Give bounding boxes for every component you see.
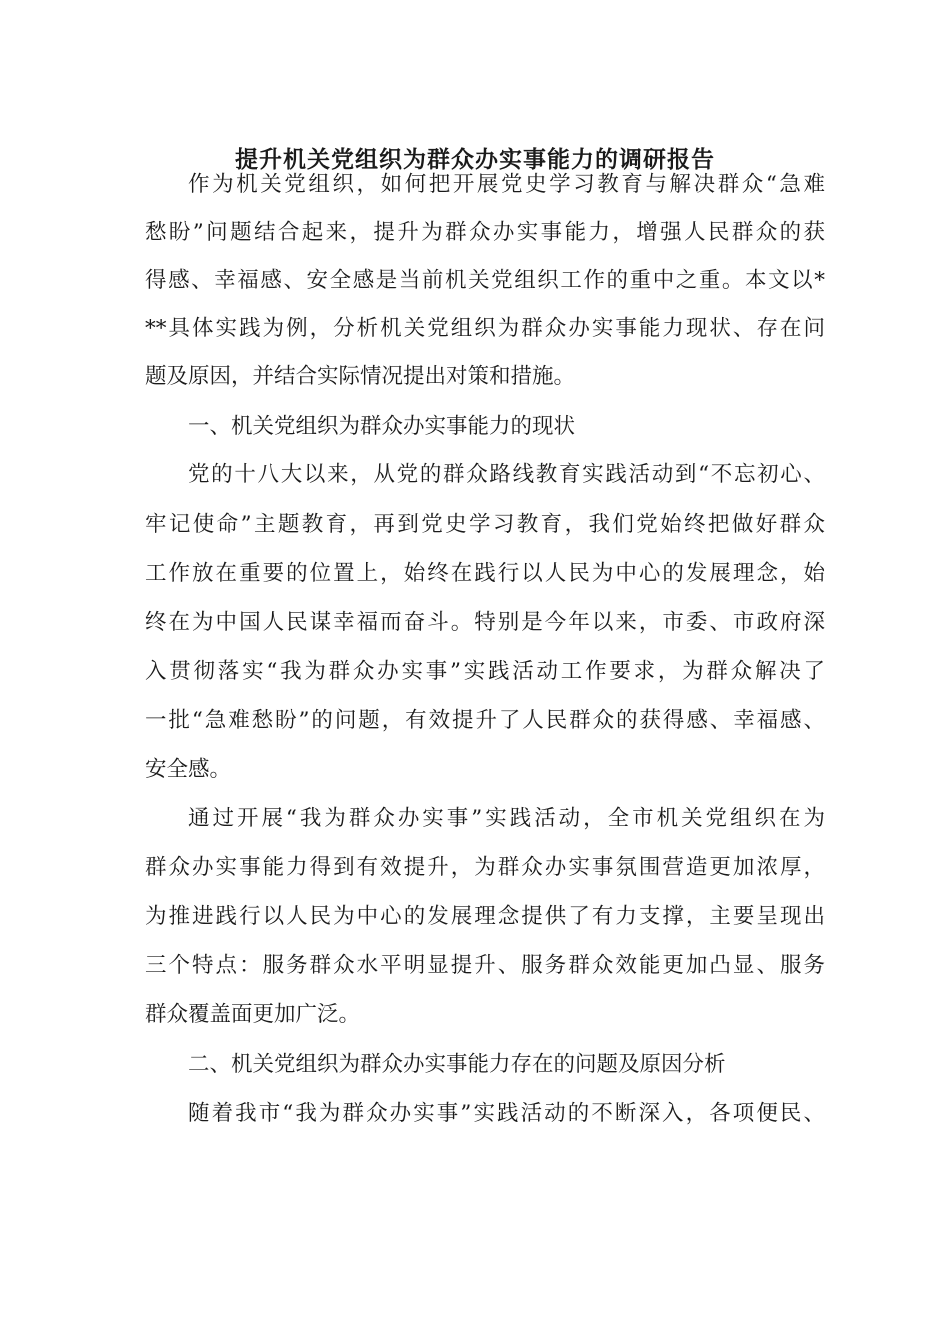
section-heading: 一、机关党组织为群众办实事能力的现状 <box>188 414 576 439</box>
text-line: 得感、幸福感、安全感是当前机关党组织工作的重中之重。本文以* <box>145 268 825 293</box>
text-line: **具体实践为例，分析机关党组织为群众办实事能力现状、存在问 <box>145 316 825 341</box>
text-line: 终在为中国人民谋幸福而奋斗。特别是今年以来，市委、市政府深 <box>145 610 825 635</box>
text-line: 入贯彻落实“我为群众办实事”实践活动工作要求，为群众解决了 <box>145 659 825 684</box>
text-line: 群众覆盖面更加广泛。 <box>145 1002 361 1027</box>
text-line: 愁盼”问题结合起来，提升为群众办实事能力，增强人民群众的获 <box>145 220 825 245</box>
text-line: 群众办实事能力得到有效提升，为群众办实事氛围营造更加浓厚， <box>145 855 825 880</box>
text-line: 牢记使命”主题教育，再到党史学习教育，我们党始终把做好群众 <box>145 512 825 537</box>
text-line: 作为机关党组织，如何把开展党史学习教育与解决群众“急难 <box>188 172 825 197</box>
document-title: 提升机关党组织为群众办实事能力的调研报告 <box>235 146 715 173</box>
text-line: 安全感。 <box>145 757 232 782</box>
text-line: 三个特点：服务群众水平明显提升、服务群众效能更加凸显、服务 <box>145 953 825 978</box>
text-line: 党的十八大以来，从党的群众路线教育实践活动到“不忘初心、 <box>188 462 825 487</box>
text-line: 通过开展“我为群众办实事”实践活动，全市机关党组织在为 <box>188 806 825 831</box>
text-line: 为推进践行以人民为中心的发展理念提供了有力支撑，主要呈现出 <box>145 904 825 929</box>
section-heading: 二、机关党组织为群众办实事能力存在的问题及原因分析 <box>188 1052 726 1077</box>
text-line: 工作放在重要的位置上，始终在践行以人民为中心的发展理念，始 <box>145 561 825 586</box>
text-line: 一批“急难愁盼”的问题，有效提升了人民群众的获得感、幸福感、 <box>145 708 825 733</box>
text-line: 随着我市“我为群众办实事”实践活动的不断深入，各项便民、 <box>188 1101 825 1126</box>
text-line: 题及原因，并结合实际情况提出对策和措施。 <box>145 364 576 389</box>
